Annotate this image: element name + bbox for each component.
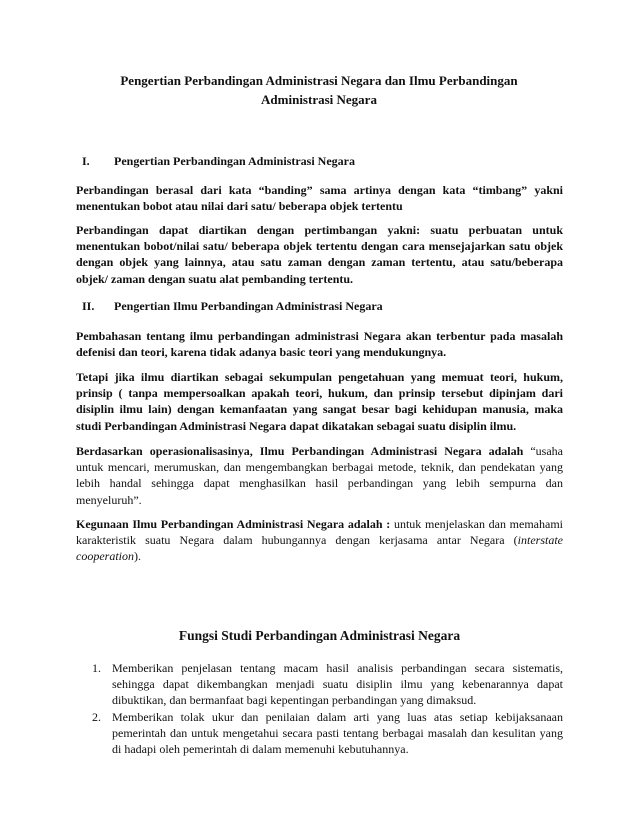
- section-heading-1: [68, 153, 568, 169]
- list-item: [76, 660, 563, 709]
- kegunaan-lead: Kegunaan Ilmu Perbandingan Administrasi Negara adalah :: [76, 517, 391, 531]
- section-heading-2: [68, 298, 568, 314]
- document-title: Pengertian Perbandingan Administrasi Negara dan Ilmu Perbandingan Administrasi Negara: [120, 73, 518, 107]
- definition-text: “usaha untuk mencari, merumuskan, dan mengembangkan berbagai metode, teknik, dan pendekatan yang lebih handal sehingga dapat menghasilkan hasil perbandingan yang lebih sempurna dan menyeluruh”.: [76, 444, 563, 507]
- list-item-text: Memberikan penjelasan tentang macam hasil analisis perbandingan secara sistematis, sehingga dapat dikembangkan menjadi suatu disiplin ilmu yang kebenarannya dapat dibuktikan, dan bermanfaat bagi kepentingan perbandingan yang dimaksud.: [112, 661, 563, 708]
- paragraph-kegunaan: [76, 516, 563, 565]
- list-item: [76, 709, 563, 758]
- section-heading-text: Pengertian Perbandingan Administrasi Negara: [114, 154, 356, 168]
- list-item-text: Memberikan tolak ukur dan penilaian dalam arti yang luas atas setiap kebijaksanaan pemerintah dan untuk mengetahui secara pasti tentang berbagai masalah dan kesulitan yang di hadapi oleh pemerintah di dalam memenuhi kebutuhannya.: [112, 709, 563, 757]
- section-heading-text: Pengertian Ilmu Perbandingan Administrasi Negara: [114, 299, 383, 313]
- section-number: II.: [82, 299, 95, 313]
- kegunaan-italic: interstate cooperation: [76, 533, 563, 564]
- paragraph: Perbandingan dapat diartikan dengan pertimbangan yakni: suatu perbuatan untuk menentukan bobot/nilai satu/ beberapa objek tertentu dengan cara mensejajarkan satu objek dengan objek yang lainnya, atau satu zaman dengan zaman tertentu, atau satu/beberapa objek/ zaman dengan suatu alat pembanding tertentu.: [76, 223, 563, 286]
- fungsi-list: [76, 660, 563, 757]
- list-item-number: 2.: [92, 709, 101, 724]
- kegunaan-text: untuk menjelaskan dan memahami karakteristik suatu Negara dalam hubungannya dengan kerjasama antar Negara (: [76, 517, 563, 548]
- definition-lead: Berdasarkan operasionalisasinya, Ilmu Perbandingan Administrasi Negara adalah: [76, 444, 524, 458]
- kegunaan-end: ).: [134, 549, 141, 564]
- fungsi-title: Fungsi Studi Perbandingan Administrasi Negara: [178, 628, 461, 643]
- paragraph: Pembahasan tentang ilmu perbandingan administrasi Negara akan terbentur pada masalah defenisi dan teori, karena tidak adanya basic teori yang mendukungnya.: [76, 329, 563, 360]
- section-number: I.: [82, 154, 90, 168]
- paragraph: Tetapi jika ilmu diartikan sebagai sekumpulan pengetahuan yang memuat teori, hukum, prinsip ( tanpa mempersoalkan apakah teori, hukum, dan prinsip tersebut dipinjam dari disiplin ilmu lain) dengan kemanfaatan yang sangat besar bagi kehidupan manusia, maka studi Perbandingan Administrasi Negara dapat dikatakan sebagai suatu disiplin ilmu.: [76, 370, 563, 433]
- list-item-number: 1.: [92, 661, 101, 675]
- paragraph-definition: [76, 443, 563, 508]
- paragraph: Perbandingan berasal dari kata “banding” sama artinya dengan kata “timbang” yakni menentukan bobot atau nilai dari satu/ beberapa objek tertentu: [76, 183, 563, 214]
